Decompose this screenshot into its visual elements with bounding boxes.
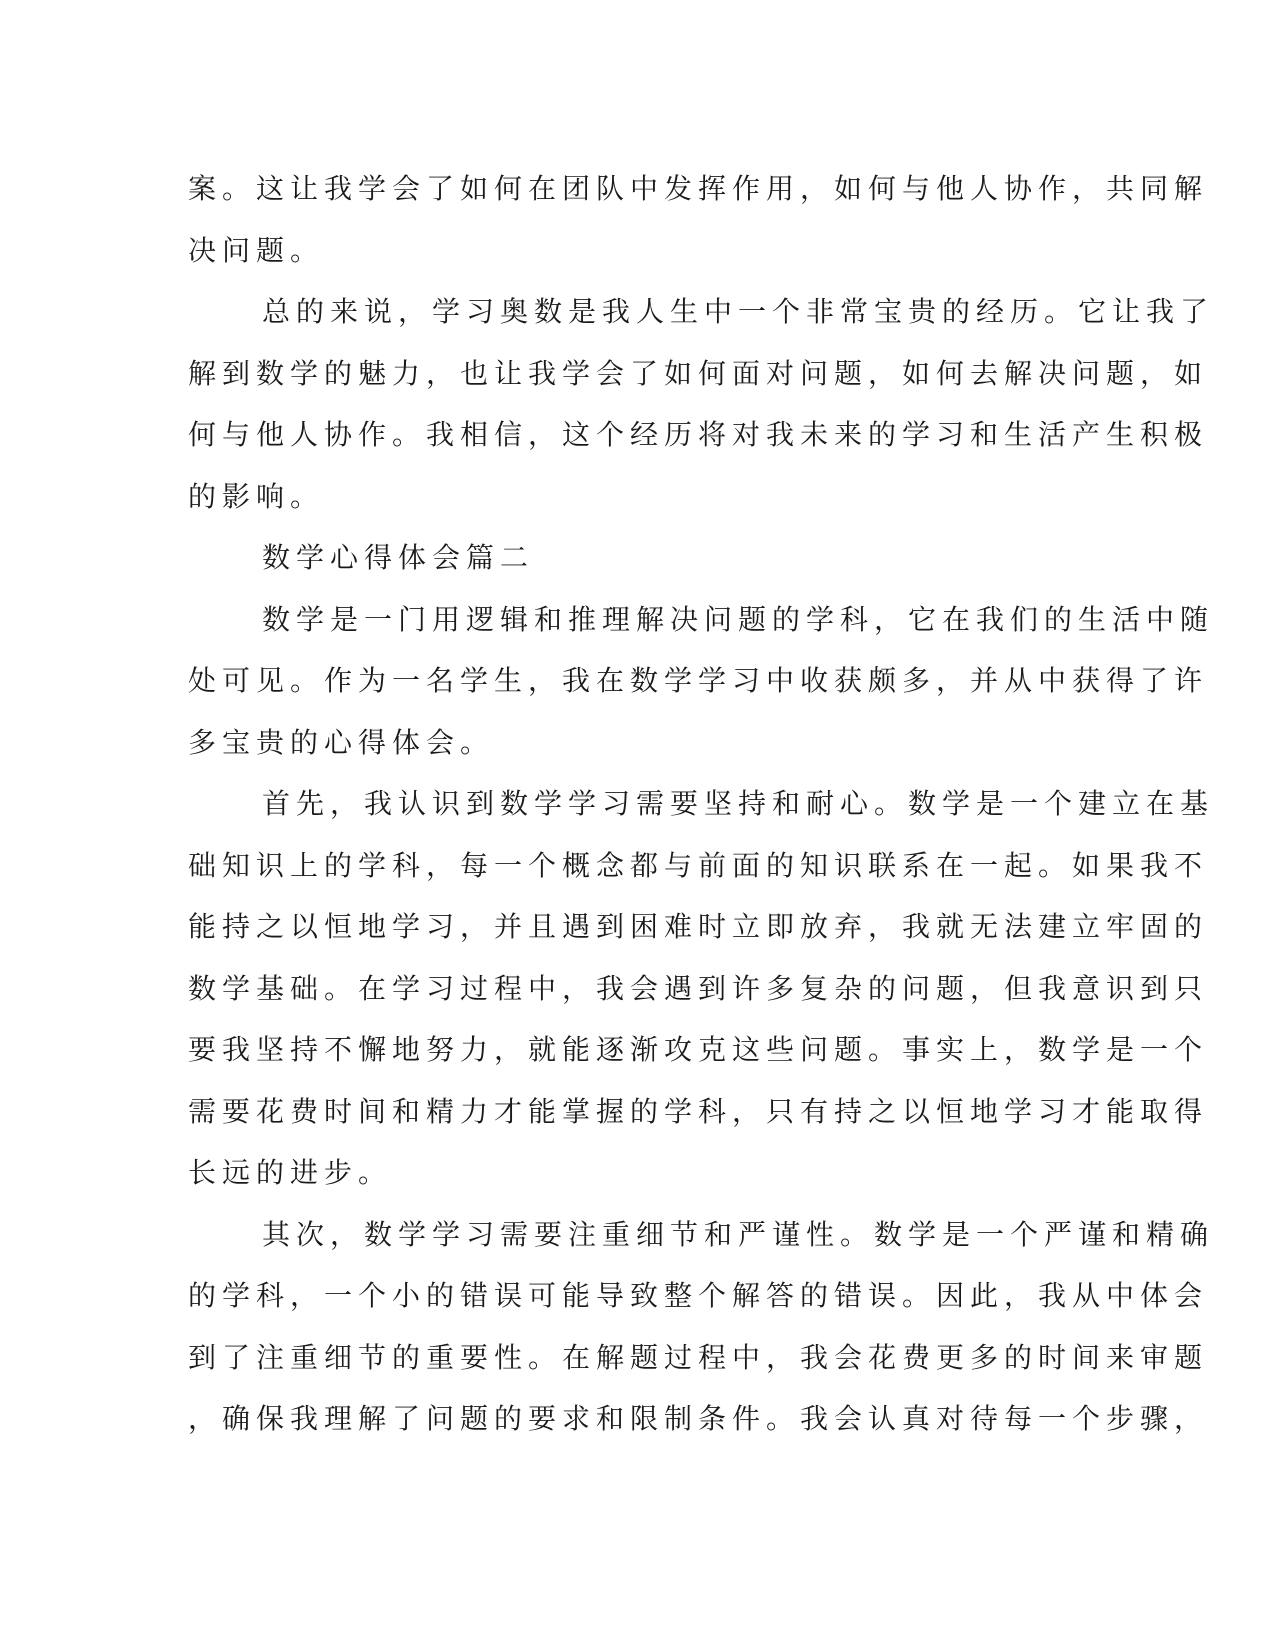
text-line: 要我坚持不懈地努力，就能逐渐攻克这些问题。事实上，数学是一个 <box>188 1033 1209 1066</box>
text-line: 解到数学的魅力，也让我学会了如何面对问题，如何去解决问题，如 <box>188 356 1209 390</box>
text-line: ，确保我理解了问题的要求和限制条件。我会认真对待每一个步骤， <box>188 1402 1209 1435</box>
document-body <box>188 158 1215 1450</box>
text-line: 的影响。 <box>188 479 325 513</box>
text-line: 决问题。 <box>188 233 325 267</box>
text-line: 的学科，一个小的错误可能导致整个解答的错误。因此，我从中体会 <box>188 1279 1209 1312</box>
text-line: 能持之以恒地学习，并且遇到困难时立即放弃，我就无法建立牢固的 <box>188 910 1209 943</box>
section-heading: 数学心得体会篇二 <box>262 541 535 574</box>
text-line: 到了注重细节的重要性。在解题过程中，我会花费更多的时间来审题 <box>188 1340 1209 1374</box>
text-line: 何与他人协作。我相信，这个经历将对我未来的学习和生活产生积极 <box>188 418 1209 451</box>
text-line: 首先，我认识到数学学习需要坚持和耐心。数学是一个建立在基 <box>262 787 1215 820</box>
text-line: 总的来说，学习奥数是我人生中一个非常宝贵的经历。它让我了 <box>262 295 1215 328</box>
text-line: 多宝贵的心得体会。 <box>188 725 495 759</box>
text-line: 长远的进步。 <box>188 1156 393 1189</box>
text-line: 处可见。作为一名学生，我在数学学习中收获颇多，并从中获得了许 <box>188 664 1209 697</box>
text-line: 其次，数学学习需要注重细节和严谨性。数学是一个严谨和精确 <box>262 1217 1215 1251</box>
text-line: 数学基础。在学习过程中，我会遇到许多复杂的问题，但我意识到只 <box>188 971 1209 1005</box>
text-line: 数学是一门用逻辑和推理解决问题的学科，它在我们的生活中随 <box>262 602 1215 636</box>
text-line: 础知识上的学科，每一个概念都与前面的知识联系在一起。如果我不 <box>188 848 1209 882</box>
text-line: 需要花费时间和精力才能掌握的学科，只有持之以恒地学习才能取得 <box>188 1094 1209 1128</box>
text-line: 案。这让我学会了如何在团队中发挥作用，如何与他人协作，共同解 <box>188 172 1209 205</box>
